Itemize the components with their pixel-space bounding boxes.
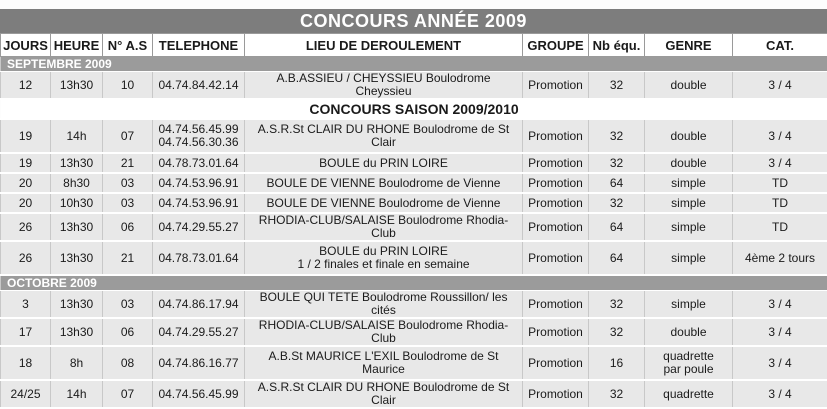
table-row <box>1 318 827 346</box>
cell-tel: 04.74.86.16.77 <box>153 346 245 380</box>
cell-jours: 26 <box>1 241 51 275</box>
cell-jours: 12 <box>1 72 51 100</box>
cell-nb: 32 <box>589 119 645 153</box>
cell-tel: 04.74.84.42.14 <box>153 72 245 100</box>
cell-nb: 32 <box>589 72 645 100</box>
cell-heure: 13h30 <box>51 72 103 100</box>
table-header-row <box>1 34 827 57</box>
cell-nb: 64 <box>589 213 645 241</box>
cell-cat: 3 / 4 <box>733 380 827 408</box>
cell-groupe: Promotion <box>523 173 589 193</box>
tel-line-1: 04.74.56.45.99 <box>155 123 242 136</box>
cell-tel: 04.74.86.17.94 <box>153 291 245 319</box>
section-label: SEPTEMBRE 2009 <box>1 57 827 72</box>
cell-heure: 8h30 <box>51 173 103 193</box>
cell-groupe: Promotion <box>523 72 589 100</box>
cell-groupe: Promotion <box>523 346 589 380</box>
cell-heure: 13h30 <box>51 318 103 346</box>
cell-as: 08 <box>103 346 153 380</box>
cell-nb: 32 <box>589 193 645 213</box>
cell-tel: 04.78.73.01.64 <box>153 153 245 173</box>
cell-lieu: BOULE DE VIENNE Boulodrome de Vienne <box>245 193 523 213</box>
section-septembre <box>1 57 827 72</box>
section-saison <box>1 99 827 119</box>
cell-heure: 13h30 <box>51 153 103 173</box>
cell-genre: simple <box>645 173 733 193</box>
section-label: CONCOURS SAISON 2009/2010 <box>1 99 827 119</box>
header-heure: HEURE <box>51 34 103 57</box>
cell-cat: 3 / 4 <box>733 318 827 346</box>
cell-jours: 20 <box>1 193 51 213</box>
header-cat: CAT. <box>733 34 827 57</box>
cell-lieu: A.B.St MAURICE L'EXIL Boulodrome de St Maurice <box>245 346 523 380</box>
cell-cat: 4ème 2 tours <box>733 241 827 275</box>
header-as: N° A.S <box>103 34 153 57</box>
header-lieu: LIEU DE DEROULEMENT <box>245 34 523 57</box>
cell-groupe: Promotion <box>523 213 589 241</box>
cell-tel: 04.74.29.55.27 <box>153 318 245 346</box>
cell-heure: 14h <box>51 119 103 153</box>
section-label: OCTOBRE 2009 <box>1 275 827 291</box>
cell-jours: 19 <box>1 119 51 153</box>
cell-as: 03 <box>103 193 153 213</box>
cell-cat: TD <box>733 213 827 241</box>
cell-lieu: RHODIA-CLUB/SALAISE Boulodrome Rhodia-Club <box>245 318 523 346</box>
cell-genre: simple <box>645 213 733 241</box>
cell-jours: 19 <box>1 153 51 173</box>
cell-heure: 10h30 <box>51 193 103 213</box>
header-genre: GENRE <box>645 34 733 57</box>
cell-lieu: BOULE DE VIENNE Boulodrome de Vienne <box>245 173 523 193</box>
cell-groupe: Promotion <box>523 193 589 213</box>
cell-as: 07 <box>103 380 153 408</box>
cell-as: 03 <box>103 291 153 319</box>
cell-genre: double <box>645 119 733 153</box>
table-row <box>1 72 827 100</box>
table-row <box>1 346 827 380</box>
table-row <box>1 380 827 408</box>
cell-nb: 32 <box>589 380 645 408</box>
cell-nb: 64 <box>589 241 645 275</box>
cell-nb: 16 <box>589 346 645 380</box>
lieu-line-2: 1 / 2 finales et finale en semaine <box>247 258 520 271</box>
cell-genre <box>645 346 733 380</box>
cell-lieu: A.B.ASSIEU / CHEYSSIEU Boulodrome Cheyssieu <box>245 72 523 100</box>
cell-groupe: Promotion <box>523 119 589 153</box>
cell-jours: 24/25 <box>1 380 51 408</box>
cell-lieu: RHODIA-CLUB/SALAISE Boulodrome Rhodia-Club <box>245 213 523 241</box>
cell-as: 10 <box>103 72 153 100</box>
header-jours: JOURS <box>1 34 51 57</box>
cell-genre: simple <box>645 193 733 213</box>
cell-groupe: Promotion <box>523 380 589 408</box>
cell-heure: 14h <box>51 380 103 408</box>
table-row <box>1 213 827 241</box>
cell-lieu: BOULE QUI TETE Boulodrome Roussillon/ les cités <box>245 291 523 319</box>
table-row <box>1 291 827 319</box>
cell-genre: double <box>645 153 733 173</box>
page-title: CONCOURS ANNÉE 2009 <box>0 9 827 33</box>
cell-lieu <box>245 241 523 275</box>
header-groupe: GROUPE <box>523 34 589 57</box>
tel-line-2: 04.74.56.30.36 <box>155 136 242 149</box>
cell-nb: 32 <box>589 318 645 346</box>
cell-as: 07 <box>103 119 153 153</box>
cell-heure: 13h30 <box>51 291 103 319</box>
cell-jours: 17 <box>1 318 51 346</box>
cell-genre: double <box>645 72 733 100</box>
cell-groupe: Promotion <box>523 153 589 173</box>
cell-groupe: Promotion <box>523 241 589 275</box>
cell-genre: simple <box>645 291 733 319</box>
cell-as: 03 <box>103 173 153 193</box>
cell-tel: 04.74.56.45.99 <box>153 380 245 408</box>
table-row <box>1 173 827 193</box>
cell-cat: 3 / 4 <box>733 72 827 100</box>
cell-cat: 3 / 4 <box>733 119 827 153</box>
table-row <box>1 241 827 275</box>
cell-jours: 26 <box>1 213 51 241</box>
cell-groupe: Promotion <box>523 291 589 319</box>
header-nb-equipes: Nb équ. <box>589 34 645 57</box>
cell-lieu: A.S.R.St CLAIR DU RHONE Boulodrome de St Clair <box>245 119 523 153</box>
cell-lieu: A.S.R.St CLAIR DU RHONE Boulodrome de St Clair <box>245 380 523 408</box>
cell-genre: double <box>645 318 733 346</box>
cell-cat: 3 / 4 <box>733 291 827 319</box>
cell-tel: 04.78.73.01.64 <box>153 241 245 275</box>
cell-jours: 20 <box>1 173 51 193</box>
section-octobre <box>1 275 827 291</box>
cell-lieu: BOULE du PRIN LOIRE <box>245 153 523 173</box>
cell-heure: 8h <box>51 346 103 380</box>
cell-cat: TD <box>733 193 827 213</box>
cell-groupe: Promotion <box>523 318 589 346</box>
cell-cat: TD <box>733 173 827 193</box>
cell-tel: 04.74.53.96.91 <box>153 193 245 213</box>
cell-jours: 18 <box>1 346 51 380</box>
table-row <box>1 153 827 173</box>
cell-genre: simple <box>645 241 733 275</box>
cell-tel: 04.74.53.96.91 <box>153 173 245 193</box>
cell-heure: 13h30 <box>51 241 103 275</box>
concours-table <box>0 33 827 409</box>
cell-heure: 13h30 <box>51 213 103 241</box>
cell-as: 06 <box>103 213 153 241</box>
cell-tel <box>153 119 245 153</box>
table-row <box>1 193 827 213</box>
cell-jours: 3 <box>1 291 51 319</box>
cell-nb: 64 <box>589 173 645 193</box>
header-telephone: TELEPHONE <box>153 34 245 57</box>
cell-nb: 32 <box>589 153 645 173</box>
cell-as: 06 <box>103 318 153 346</box>
table-row <box>1 119 827 153</box>
cell-tel: 04.74.29.55.27 <box>153 213 245 241</box>
lieu-line-1: BOULE du PRIN LOIRE <box>247 245 520 258</box>
genre-line-1: quadrette <box>647 350 730 363</box>
cell-nb: 32 <box>589 291 645 319</box>
genre-line-2: par poule <box>647 363 730 376</box>
cell-as: 21 <box>103 241 153 275</box>
cell-cat: 3 / 4 <box>733 153 827 173</box>
cell-as: 21 <box>103 153 153 173</box>
cell-genre: quadrette <box>645 380 733 408</box>
cell-cat: 3 / 4 <box>733 346 827 380</box>
